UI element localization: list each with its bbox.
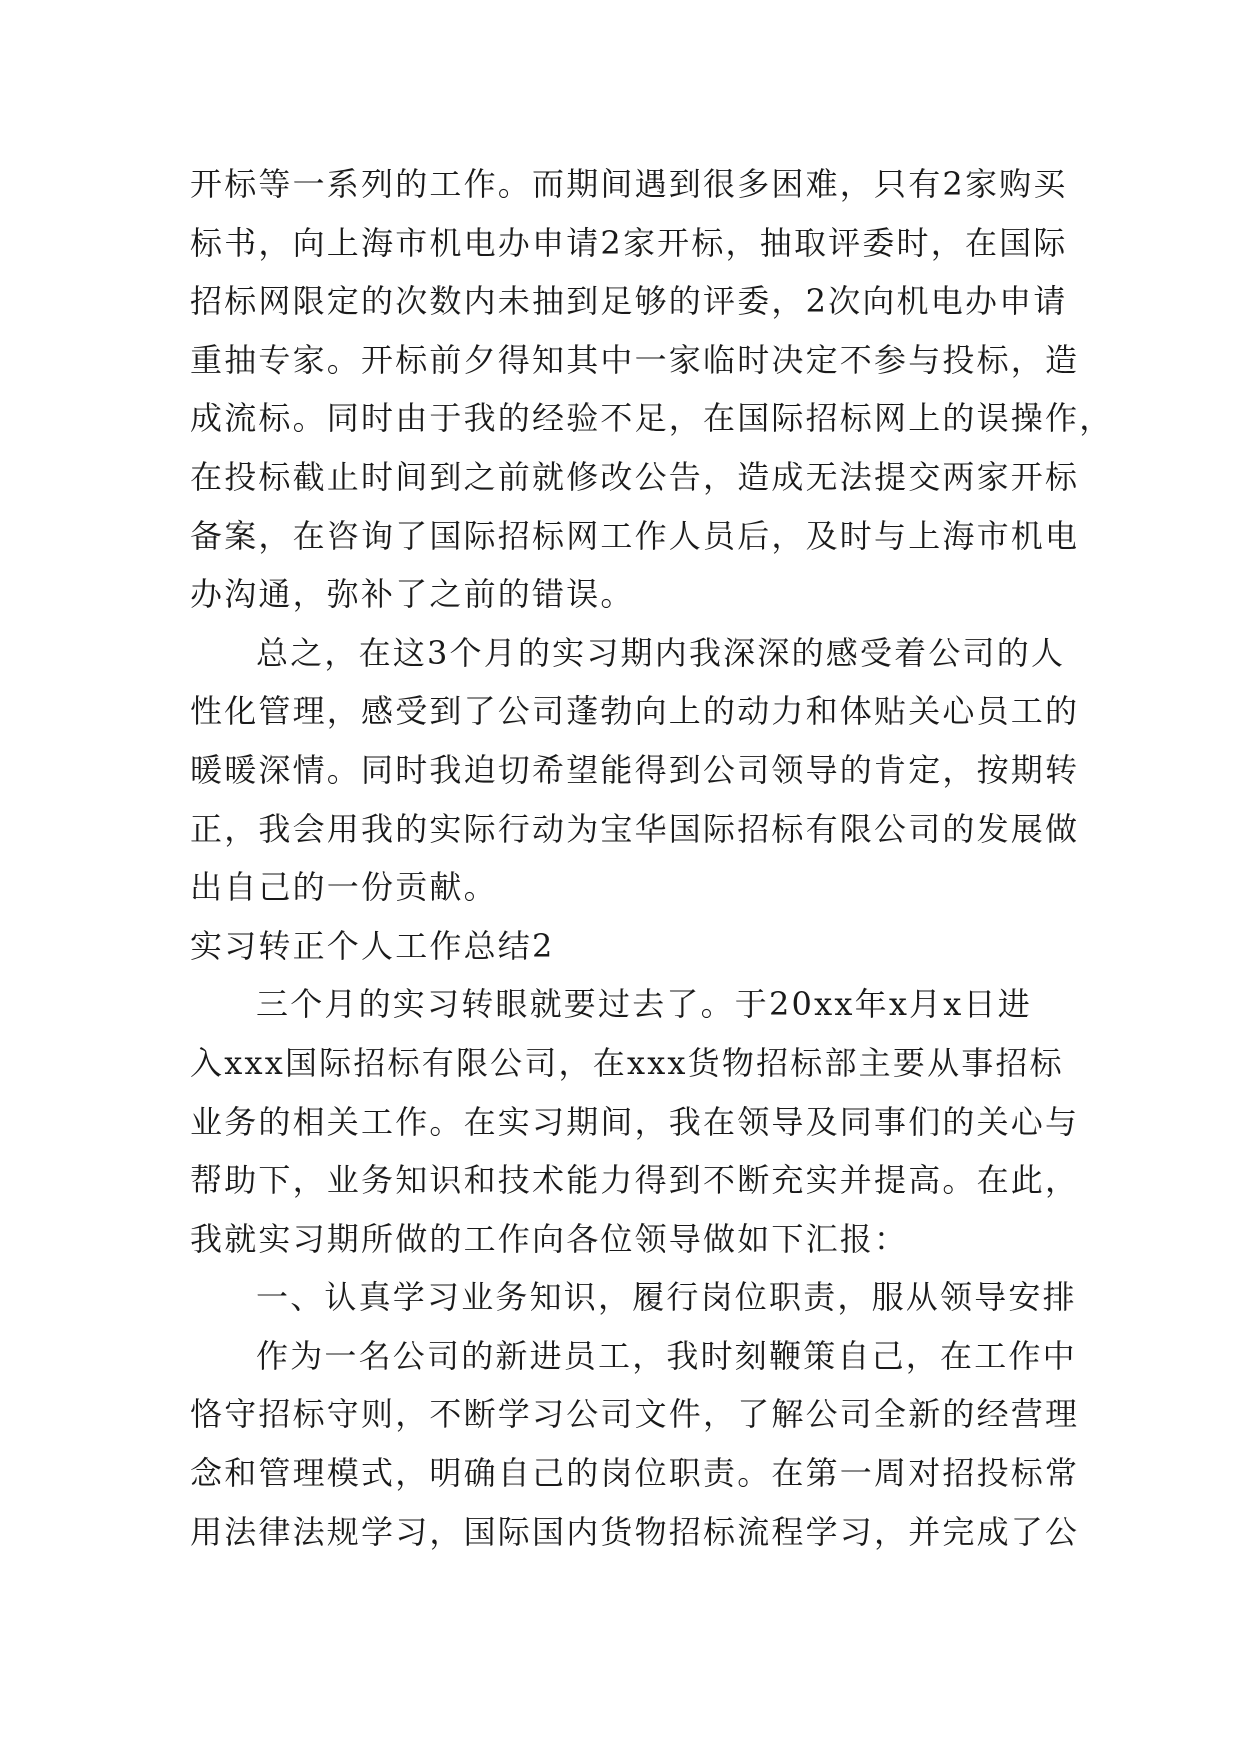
section-heading: 实习转正个人工作总结2	[190, 926, 555, 965]
text-line: 备案，在咨询了国际招标网工作人员后，及时与上海市机电	[190, 516, 1080, 555]
text-line: 业务的相关工作。在实习期间，我在领导及同事们的关心与	[190, 1102, 1080, 1141]
text-line: 入xxx国际招标有限公司，在xxx货物招标部主要从事招标	[190, 1043, 1064, 1082]
text-line: 标书，向上海市机电办申请2家开标，抽取评委时，在国际	[190, 223, 1068, 262]
text-line: 念和管理模式，明确自己的岗位职责。在第一周对招投标常	[190, 1454, 1080, 1493]
text-line: 出自己的一份贡献。	[190, 868, 498, 907]
paragraph-first-line: 总之，在这3个月的实习期内我深深的感受着公司的人	[256, 633, 1066, 672]
text-line: 我就实习期所做的工作向各位领导做如下汇报：	[190, 1219, 909, 1258]
paragraph-first-line: 作为一名公司的新进员工，我时刻鞭策自己，在工作中	[256, 1336, 1077, 1375]
text-line: 正，我会用我的实际行动为宝华国际招标有限公司的发展做	[190, 809, 1080, 848]
subheading-line: 一、认真学习业务知识，履行岗位职责，服从领导安排	[256, 1278, 1077, 1317]
document-body	[190, 155, 1114, 1561]
text-line: 办沟通，弥补了之前的错误。	[190, 575, 635, 614]
text-line: 性化管理，感受到了公司蓬勃向上的动力和体贴关心员工的	[190, 692, 1080, 731]
text-line: 招标网限定的次数内未抽到足够的评委，2次向机电办申请	[190, 282, 1068, 321]
text-line: 重抽专家。开标前夕得知其中一家临时决定不参与投标，造	[190, 340, 1080, 379]
text-line: 帮助下，业务知识和技术能力得到不断充实并提高。在此，	[190, 1161, 1080, 1200]
text-line: 暖暖深情。同时我迫切希望能得到公司领导的肯定，按期转	[190, 750, 1080, 789]
text-line: 在投标截止时间到之前就修改公告，造成无法提交两家开标	[190, 457, 1080, 496]
text-line: 成流标。同时由于我的经验不足，在国际招标网上的误操作，	[190, 399, 1114, 438]
text-line: 恪守招标守则，不断学习公司文件，了解公司全新的经营理	[190, 1395, 1080, 1434]
paragraph-first-line: 三个月的实习转眼就要过去了。于20xx年x月x日进	[256, 985, 1032, 1024]
text-line: 用法律法规学习，国际国内货物招标流程学习，并完成了公	[190, 1512, 1080, 1551]
text-line: 开标等一系列的工作。而期间遇到很多困难，只有2家购买	[190, 165, 1068, 203]
